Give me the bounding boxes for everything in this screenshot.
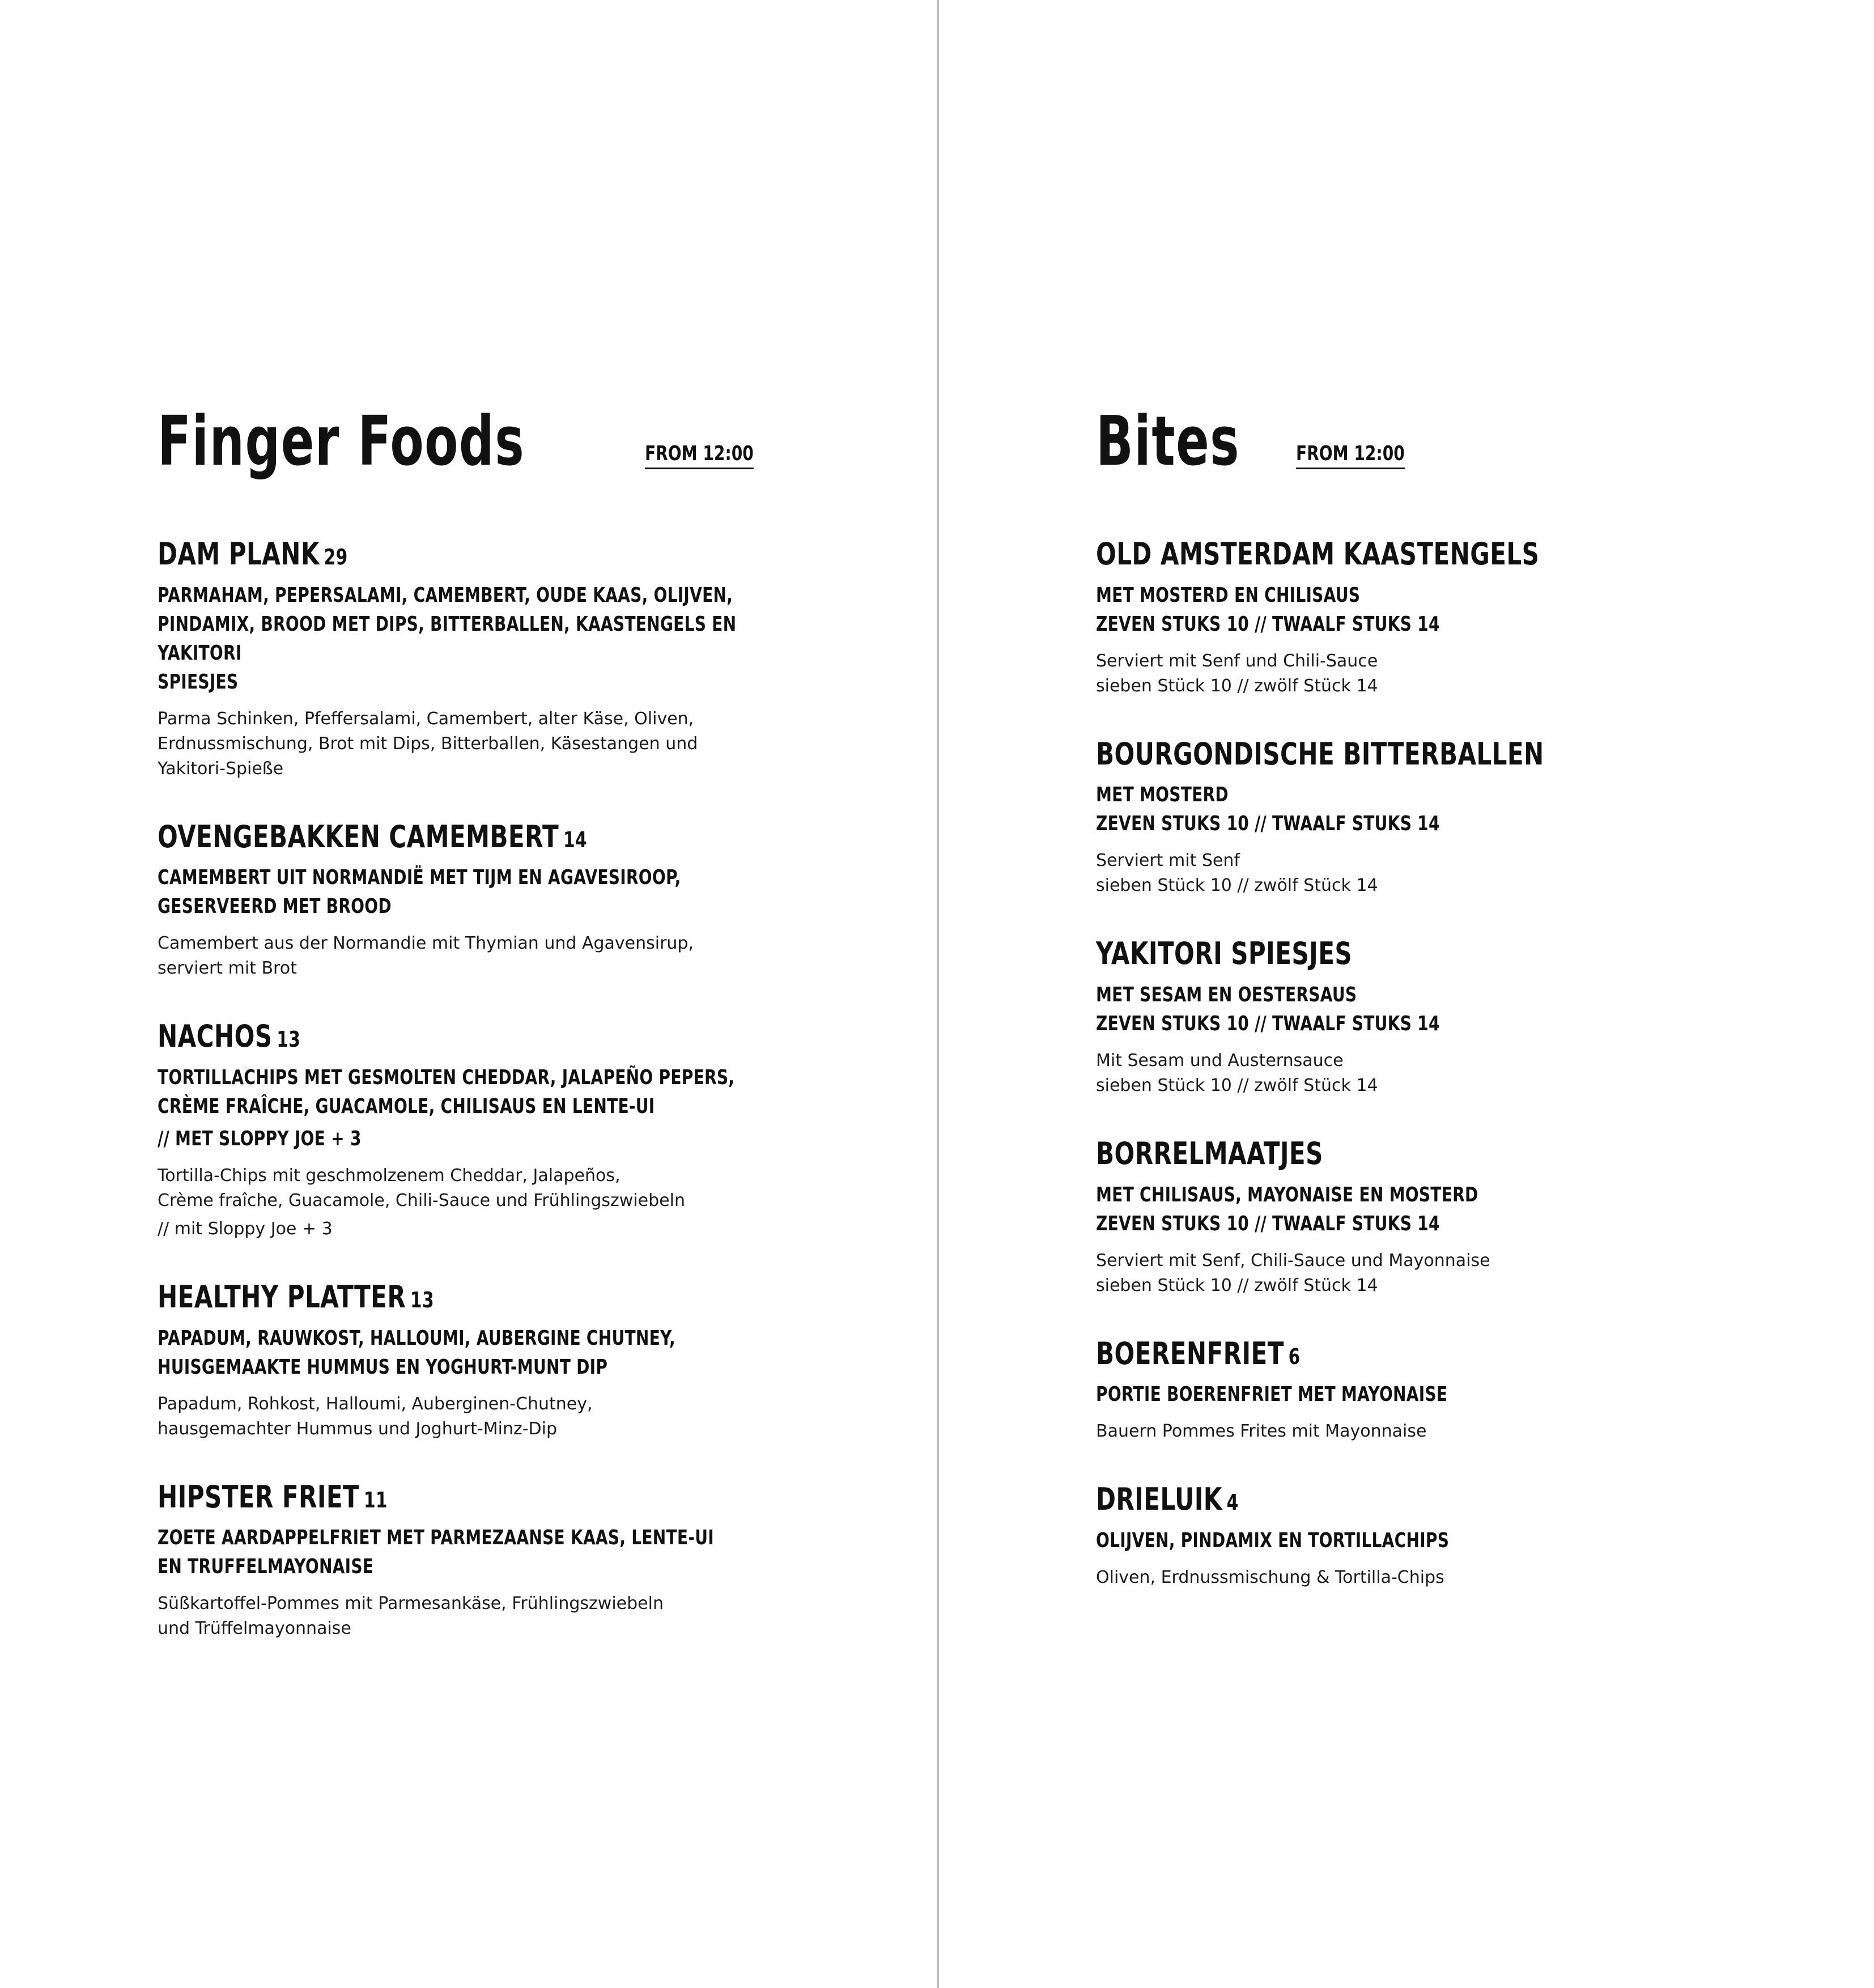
menu-item-price: 13 (277, 1027, 301, 1052)
menu-item (1096, 538, 1719, 699)
menu-item-title (1096, 738, 1582, 771)
menu-item (158, 1018, 781, 1242)
menu-item-title (1096, 1335, 1582, 1371)
menu-item-extra-nl: // MET SLOPPY JOE + 3 (158, 1127, 362, 1151)
menu-item-description-nl: ZOETE AARDAPPELFRIET MET PARMEZAANSE KAAS, LENTE-UI EN TRUFFELMAYONAISE (158, 1526, 714, 1579)
menu-item-name: DRIELUIK (1096, 1481, 1222, 1518)
menu-item-name: HEALTHY PLATTER (158, 1279, 406, 1315)
bites-title: Bites (1096, 402, 1240, 481)
menu-item-title (158, 818, 644, 855)
menu-item-name: BOERENFRIET (1096, 1335, 1284, 1371)
menu-item-title (1096, 1138, 1582, 1170)
menu-item (158, 1481, 781, 1642)
menu-item-description-nl: TORTILLACHIPS MET GESMOLTEN CHEDDAR, JALAPEÑO PEPERS, CRÈME FRAÎCHE, GUACAMOLE, CHILISAUS EN LENTE-UI (158, 1066, 735, 1119)
menu-item-description-nl: CAMEMBERT UIT NORMANDIË MET TIJM EN AGAVESIROOP, GESERVEERD MET BROOD (158, 866, 681, 919)
menu-item-title (1096, 938, 1582, 970)
finger-foods-header (158, 402, 784, 481)
menu-item-title (1096, 1481, 1582, 1518)
menu-item-description-de: Süßkartoffel-Pommes mit Parmesankäse, Frühlingszwiebeln und Trüffelmayonnaise (158, 1594, 664, 1639)
menu-item-description-de: Serviert mit Senf sieben Stück 10 // zwölf Stück 14 (1096, 851, 1378, 896)
menu-item-name: BOURGONDISCHE BITTERBALLEN (1096, 736, 1544, 772)
menu-item-description-nl: MET SESAM EN OESTERSAUS ZEVEN STUKS 10 // TWAALF STUKS 14 (1096, 983, 1440, 1036)
menu-item (158, 818, 781, 982)
menu-item-name: YAKITORI SPIESJES (1096, 936, 1353, 972)
menu-item-description-nl: PORTIE BOERENFRIET MET MAYONAISE (1096, 1383, 1448, 1407)
menu-item-description-nl: OLIJVEN, PINDAMIX EN TORTILLACHIPS (1096, 1529, 1450, 1553)
menu-item-title (158, 1281, 644, 1314)
page-divider (937, 0, 939, 1988)
menu-item-title (158, 1018, 644, 1055)
menu-item (158, 1281, 781, 1442)
menu-item-price: 6 (1288, 1344, 1301, 1369)
menu-item-description-nl: MET MOSTERD ZEVEN STUKS 10 // TWAALF STUKS 14 (1096, 783, 1440, 836)
menu-item (1096, 938, 1719, 1098)
menu-item-price: 14 (563, 827, 587, 852)
menu-item-description-de: Tortilla-Chips mit geschmolzenem Cheddar, Jalapeños, Crème fraîche, Guacamole, Chili-Sauce und Frühlingszwiebeln (158, 1166, 685, 1211)
menu-item-description-de: Serviert mit Senf, Chili-Sauce und Mayonnaise sieben Stück 10 // zwölf Stück 14 (1096, 1250, 1490, 1295)
menu-item-price: 11 (363, 1487, 388, 1513)
menu-item-name: HIPSTER FRIET (158, 1479, 360, 1515)
finger-foods-from-time: FROM 12:00 (645, 444, 754, 469)
menu-item-name: DAM PLANK (158, 536, 320, 572)
menu-item-name: OLD AMSTERDAM KAASTENGELS (1096, 536, 1540, 572)
menu-item-description-de: Papadum, Rohkost, Halloumi, Auberginen-Chutney, hausgemachter Hummus und Joghurt-Minz-Dip (158, 1394, 593, 1439)
finger-foods-list (158, 538, 781, 1681)
menu-item-description-de: Camembert aus der Normandie mit Thymian und Agavensirup, serviert mit Brot (158, 933, 694, 979)
menu-item-description-de: Oliven, Erdnussmischung & Tortilla-Chips (1096, 1568, 1444, 1588)
bites-header (1096, 402, 1435, 481)
menu-item (1096, 1481, 1719, 1590)
finger-foods-title: Finger Foods (158, 402, 525, 481)
bites-from-time: FROM 12:00 (1296, 444, 1405, 469)
menu-item-description-de: Mit Sesam und Austernsauce sieben Stück 10 // zwölf Stück 14 (1096, 1051, 1378, 1096)
menu-item-title (1096, 538, 1582, 571)
menu-item (158, 538, 781, 781)
menu-item-price: 4 (1226, 1490, 1239, 1515)
menu-item-description-nl: PARMAHAM, PEPERSALAMI, CAMEMBERT, OUDE KAAS, OLIJVEN, PINDAMIX, BROOD MET DIPS, BITTERBALLEN, KAASTENGELS EN YAKITORI SPIESJES (158, 583, 737, 694)
menu-item (1096, 1138, 1719, 1298)
menu-item-extra-de: // mit Sloppy Joe + 3 (158, 1219, 333, 1239)
menu-item-title (158, 1481, 644, 1514)
menu-item-name: NACHOS (158, 1018, 273, 1055)
menu-item-description-nl: MET MOSTERD EN CHILISAUS ZEVEN STUKS 10 // TWAALF STUKS 14 (1096, 583, 1440, 636)
menu-item-description-nl: PAPADUM, RAUWKOST, HALLOUMI, AUBERGINE CHUTNEY, HUISGEMAAKTE HUMMUS EN YOGHURT-MUNT DIP (158, 1326, 675, 1379)
menu-item-description-de: Serviert mit Senf und Chili-Sauce sieben Stück 10 // zwölf Stück 14 (1096, 651, 1378, 696)
menu-item-description-de: Bauern Pommes Frites mit Mayonnaise (1096, 1421, 1427, 1442)
menu-item-price: 29 (324, 545, 348, 570)
menu-item-description-nl: MET CHILISAUS, MAYONAISE EN MOSTERD ZEVEN STUKS 10 // TWAALF STUKS 14 (1096, 1183, 1478, 1235)
menu-item (1096, 738, 1719, 899)
menu-item-price: 13 (410, 1288, 434, 1313)
menu-item-description-de: Parma Schinken, Pfeffersalami, Camembert, alter Käse, Oliven, Erdnussmischung, Brot mit Dips, Bitterballen, Käsestangen und Yakitori-Spieße (158, 708, 698, 779)
bites-list (1096, 538, 1719, 1630)
menu-item (1096, 1335, 1719, 1445)
menu-item-title (158, 538, 644, 571)
menu-item-name: OVENGEBAKKEN CAMEMBERT (158, 818, 559, 855)
menu-item-name: BORRELMAATJES (1096, 1136, 1323, 1172)
